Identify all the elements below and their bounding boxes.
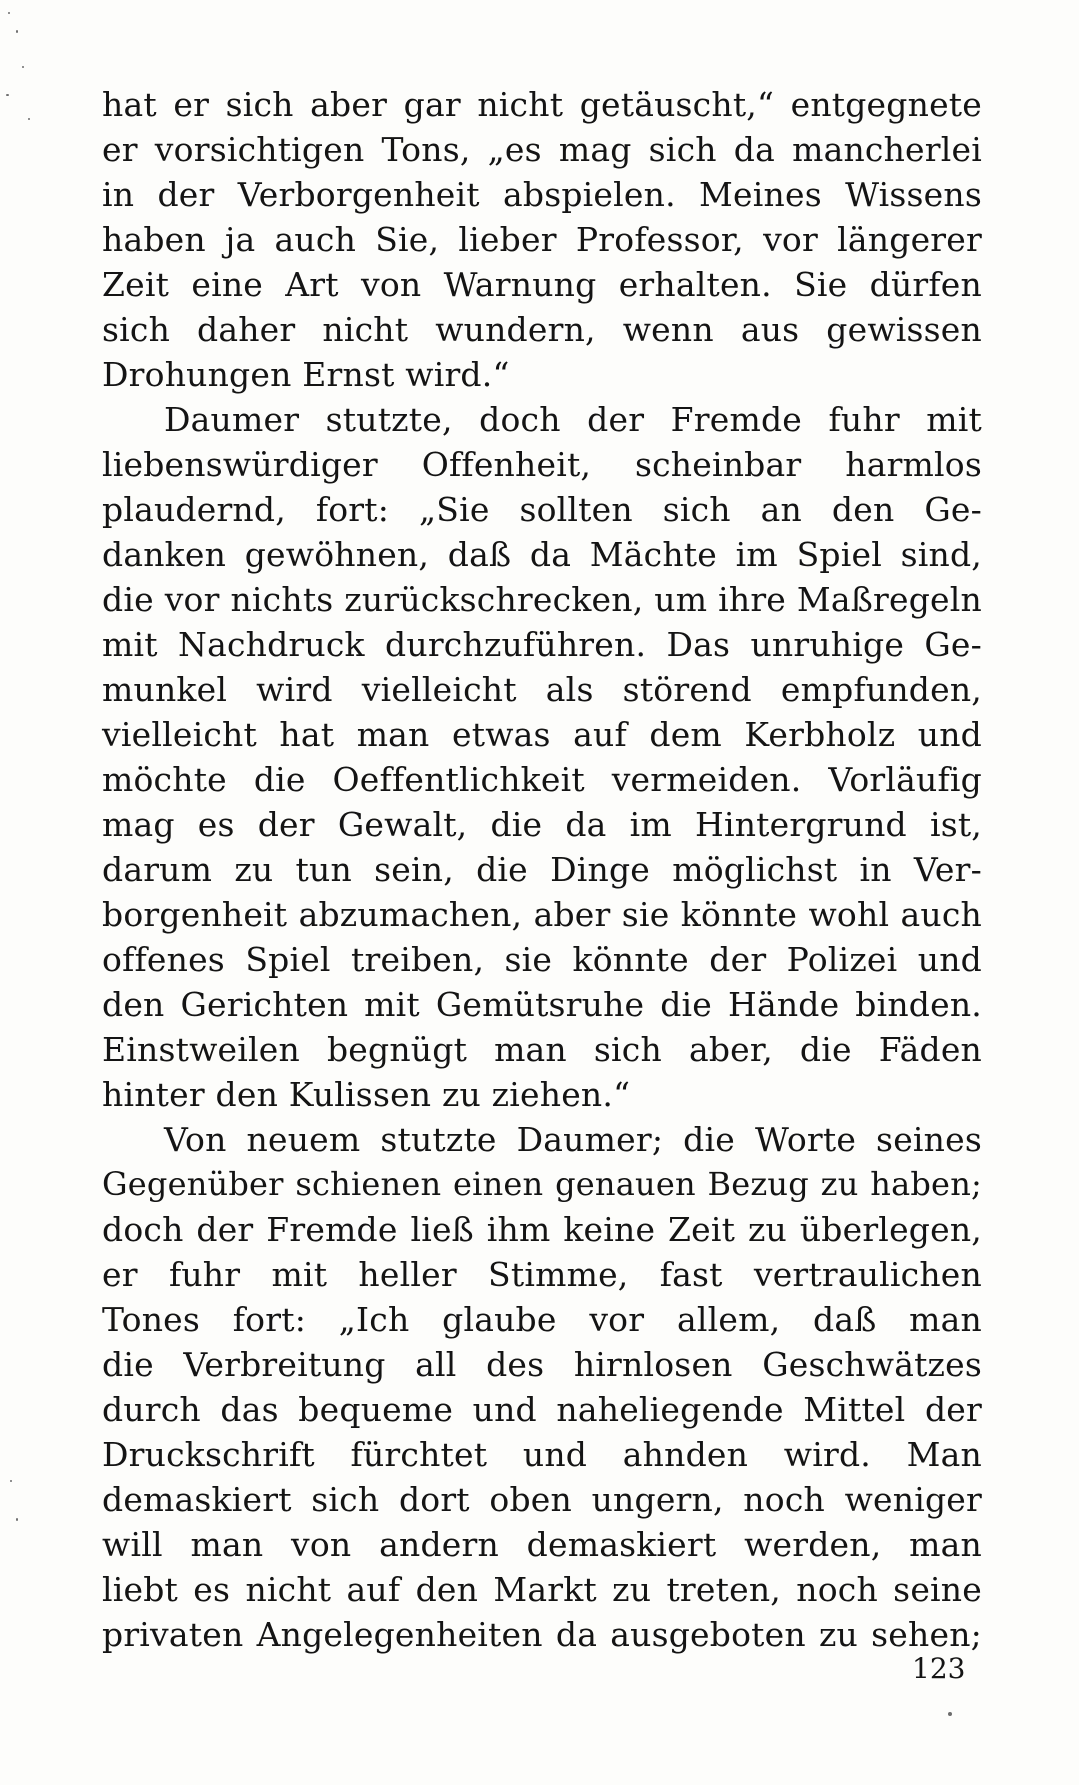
text-line: mit Nachdruck durchzuführen. Das unruhige Ge- (102, 625, 982, 664)
text-line: möchte die Oeffentlichkeit vermeiden. Vorläufig (102, 760, 982, 799)
text-line: Tones fort: „Ich glaube vor allem, daß man (102, 1300, 982, 1339)
scan-speck (6, 94, 9, 96)
body-text (102, 82, 982, 1657)
text-line: munkel wird vielleicht als störend empfunden, (102, 670, 982, 709)
text-line: durch das bequeme und naheliegende Mittel der (102, 1390, 982, 1429)
text-line: Druckschrift fürchtet und ahnden wird. Man (102, 1435, 982, 1474)
text-line: will man von andern demaskiert werden, man (102, 1525, 982, 1564)
text-line: demaskiert sich dort oben ungern, noch weniger (102, 1480, 982, 1519)
text-line: offenes Spiel treiben, sie könnte der Polizei und (102, 940, 982, 979)
text-line: haben ja auch Sie, lieber Professor, vor längerer (102, 220, 982, 259)
text-line: mag es der Gewalt, die da im Hintergrund ist, (102, 805, 982, 844)
text-line: Von neuem stutzte Daumer; die Worte seines (164, 1120, 982, 1159)
text-line: borgenheit abzumachen, aber sie könnte wohl auch (102, 895, 982, 934)
text-line: in der Verborgenheit abspielen. Meines Wissens (102, 175, 982, 214)
text-line: hat er sich aber gar nicht getäuscht,“ entgegnete (102, 85, 982, 124)
scan-speck (948, 1712, 952, 1716)
text-line: doch der Fremde ließ ihm keine Zeit zu überlegen, (102, 1210, 982, 1249)
text-line: liebt es nicht auf den Markt zu treten, noch seine (102, 1570, 982, 1609)
text-line: liebenswürdiger Offenheit, scheinbar harmlos (102, 445, 982, 484)
text-line: er vorsichtigen Tons, „es mag sich da mancherlei (102, 130, 982, 169)
scan-speck (8, 12, 10, 14)
text-line: die vor nichts zurückschrecken, um ihre Maßregeln (102, 580, 982, 619)
text-line: vielleicht hat man etwas auf dem Kerbholz und (102, 715, 982, 754)
text-line: sich daher nicht wundern, wenn aus gewissen (102, 310, 982, 349)
scan-edge-noise (0, 0, 40, 140)
text-line: Daumer stutzte, doch der Fremde fuhr mit (164, 400, 982, 439)
scan-speck (22, 66, 24, 68)
text-line: Zeit eine Art von Warnung erhalten. Sie dürfen (102, 265, 982, 304)
scan-speck (10, 1480, 12, 1482)
text-line: Gegenüber schienen einen genauen Bezug zu haben; (102, 1165, 982, 1203)
text-line: Einstweilen begnügt man sich aber, die Fäden (102, 1030, 982, 1069)
page-number: 123 (912, 1652, 966, 1685)
text-line: plaudernd, fort: „Sie sollten sich an den Ge- (102, 490, 982, 529)
text-line: Drohungen Ernst wird.“ (102, 355, 510, 394)
text-line: den Gerichten mit Gemütsruhe die Hände binden. (102, 985, 982, 1024)
text-line: er fuhr mit heller Stimme, fast vertraulichen (102, 1255, 982, 1294)
scan-speck (16, 30, 18, 33)
text-line: darum zu tun sein, die Dinge möglichst in Ver- (102, 850, 982, 889)
scan-speck (16, 1518, 18, 1521)
text-line: privaten Angelegenheiten da ausgeboten zu sehen; (102, 1615, 982, 1654)
text-line: hinter den Kulissen zu ziehen.“ (102, 1075, 631, 1114)
scan-speck (28, 118, 30, 120)
text-line: die Verbreitung all des hirnlosen Geschwätzes (102, 1345, 982, 1384)
text-line: danken gewöhnen, daß da Mächte im Spiel sind, (102, 535, 982, 574)
